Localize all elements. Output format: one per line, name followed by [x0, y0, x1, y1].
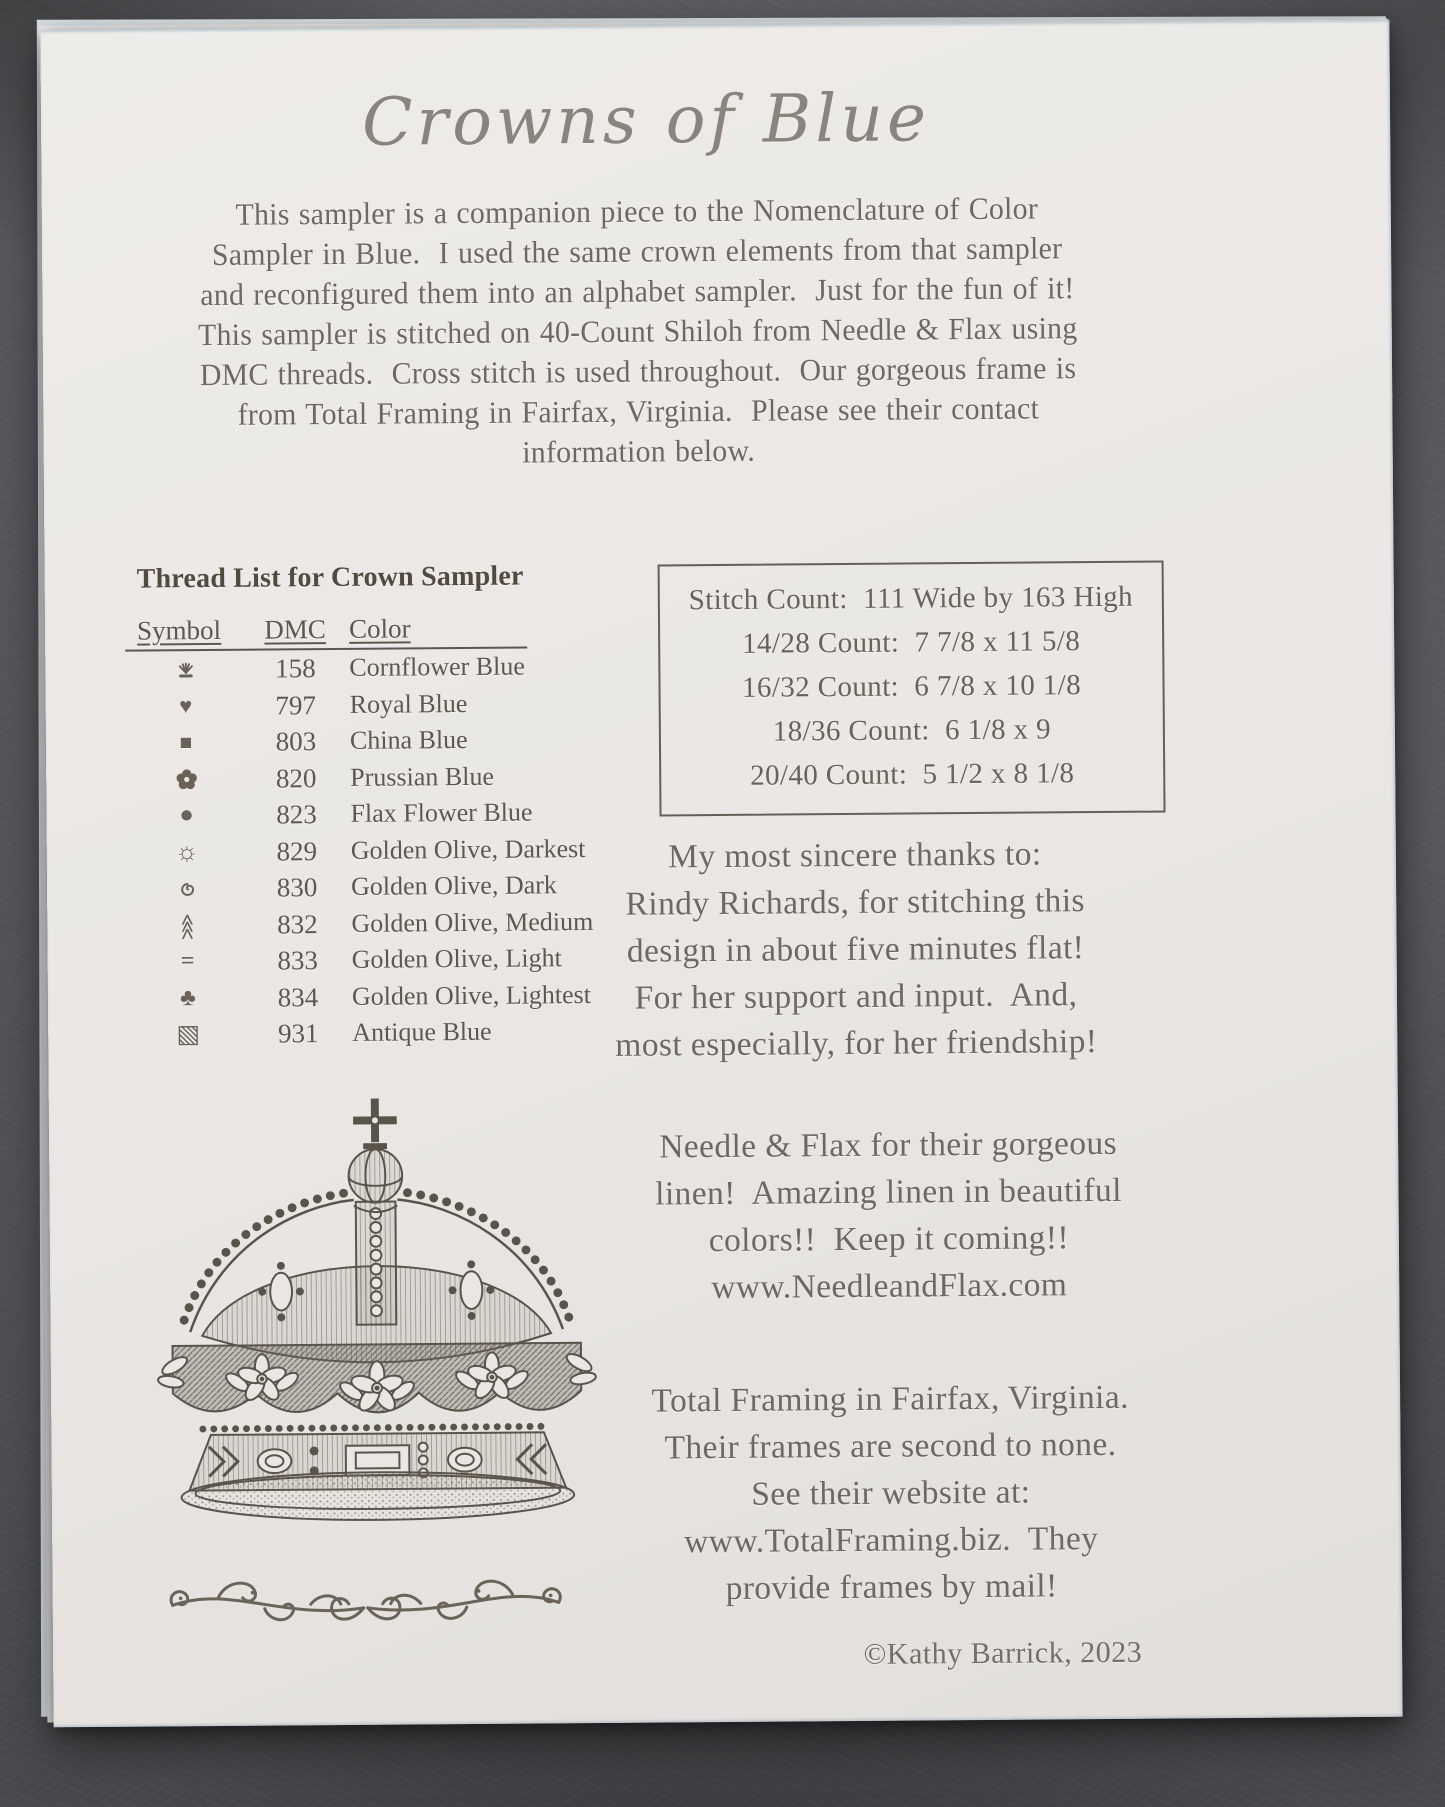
- stitch-count-line: 14/28 Count: 7 7/8 x 11 5/8: [742, 625, 1081, 660]
- table-row: [128, 1013, 600, 1053]
- thread-list-table: [125, 612, 600, 1053]
- table-row: [127, 903, 599, 943]
- stitch-count-line: 18/36 Count: 6 1/8 x 9: [772, 713, 1052, 748]
- total-framing-line: Total Framing in Fairfax, Virginia.: [651, 1378, 1129, 1420]
- filled-square-icon: ■: [179, 729, 193, 755]
- thread-color-name: Cornflower Blue: [349, 651, 525, 682]
- stitch-count-box: [658, 561, 1166, 817]
- stitch-count-line: 20/40 Count: 5 1/2 x 8 1/8: [750, 757, 1075, 792]
- thread-color-name: China Blue: [349, 724, 468, 755]
- page-content: [93, 55, 1192, 1713]
- stitch-count-line: 16/32 Count: 6 7/8 x 10 1/8: [741, 669, 1082, 704]
- intro-line: and reconfigured them into an alphabet sampler. Just for the fun of it!: [200, 270, 1075, 313]
- table-header-row: [125, 613, 527, 652]
- dmc-number: 832: [277, 908, 318, 939]
- crown-illustration: [149, 1092, 604, 1526]
- total-framing-url: www.TotalFraming.biz. They: [684, 1520, 1099, 1561]
- thanks-line: Rindy Richards, for stitching this: [625, 882, 1086, 923]
- total-framing-line: provide frames by mail!: [725, 1567, 1058, 1607]
- heart-icon: ♥: [179, 692, 193, 719]
- table-row: [127, 830, 599, 870]
- triple-chevron-up-icon: ⋘: [176, 912, 199, 941]
- intro-line: DMC threads. Cross stitch is used throughout. Our gorgeous frame is: [199, 350, 1077, 393]
- spiral-icon: [127, 877, 247, 900]
- thread-color-name: Antique Blue: [352, 1016, 492, 1047]
- thread-color-name: Prussian Blue: [350, 761, 495, 792]
- thanks-line: My most sincere thanks to:: [668, 835, 1042, 876]
- needle-flax-line: colors!! Keep it coming!!: [708, 1219, 1070, 1260]
- intro-line: Sampler in Blue. I used the same crown elements from that sampler: [211, 230, 1063, 272]
- equals-icon: =: [180, 948, 195, 975]
- table-row: [128, 940, 600, 980]
- intro-line: This sampler is a companion piece to the Nomenclature of Color: [235, 190, 1039, 232]
- thanks-paragraph: [545, 830, 1167, 1070]
- thread-color-name: Royal Blue: [349, 688, 468, 719]
- rays-over-bar-icon: [125, 657, 245, 681]
- intro-paragraph: [115, 188, 1160, 476]
- thanks-line: design in about five minutes flat!: [626, 929, 1085, 970]
- table-row: [126, 684, 598, 724]
- stitch-count-line: Stitch Count: 111 Wide by 163 High: [688, 580, 1134, 617]
- needle-flax-line: linen! Amazing linen in beautiful: [655, 1171, 1122, 1213]
- dmc-number: 931: [277, 1018, 319, 1049]
- intro-line: from Total Framing in Fairfax, Virginia. Please see their contact: [237, 390, 1040, 432]
- scroll-flourish-ornament: [160, 1566, 570, 1633]
- dmc-number: 829: [276, 835, 318, 866]
- thread-color-name: Golden Olive, Dark: [350, 870, 557, 901]
- needle-flax-line: Needle & Flax for their gorgeous: [659, 1124, 1118, 1166]
- hatched-square-icon: ▧: [176, 1020, 201, 1049]
- thread-color-name: Flax Flower Blue: [350, 797, 533, 828]
- thread-color-name: Golden Olive, Lightest: [351, 979, 592, 1011]
- thread-list-heading: Thread List for Crown Sampler: [136, 560, 524, 595]
- dmc-number: 797: [275, 689, 317, 720]
- thanks-line: For her support and input. And,: [634, 976, 1078, 1017]
- table-row: [127, 867, 599, 907]
- column-header-symbol: Symbol: [136, 614, 222, 646]
- total-framing-line: Their frames are second to none.: [664, 1425, 1117, 1467]
- page-title: Crowns of Blue: [361, 79, 931, 161]
- dmc-number: 803: [275, 726, 317, 757]
- column-header-color: Color: [348, 613, 411, 644]
- intro-line: information below.: [522, 432, 756, 470]
- thread-color-name: Golden Olive, Light: [351, 943, 562, 974]
- table-row: [125, 648, 597, 688]
- dmc-number: 834: [277, 981, 319, 1012]
- dmc-number: 833: [277, 945, 319, 976]
- copyright-notice: ©Kathy Barrick, 2023: [863, 1635, 1143, 1671]
- table-row: [128, 976, 600, 1016]
- column-header-dmc: DMC: [264, 614, 326, 645]
- table-row: [126, 794, 598, 834]
- total-framing-line: See their website at:: [751, 1473, 1031, 1513]
- dmc-number: 820: [275, 762, 317, 793]
- club-icon: ♣: [179, 984, 196, 1012]
- table-row: [126, 757, 598, 797]
- table-row: [126, 721, 598, 761]
- needle-flax-paragraph: [588, 1119, 1189, 1312]
- flower-icon: [126, 767, 246, 791]
- thread-color-name: Golden Olive, Medium: [351, 906, 594, 938]
- pattern-sheet: [40, 20, 1402, 1728]
- thread-color-name: Golden Olive, Darkest: [350, 833, 586, 865]
- intro-line: This sampler is stitched on 40-Count Shiloh from Needle & Flax using: [197, 310, 1078, 353]
- total-framing-paragraph: [590, 1373, 1192, 1613]
- dmc-number: 830: [276, 872, 318, 903]
- dmc-number: 158: [275, 653, 316, 684]
- filled-circle-icon: ●: [179, 802, 194, 829]
- dmc-number: 823: [276, 799, 317, 830]
- needle-flax-url: www.NeedleandFlax.com: [711, 1266, 1068, 1307]
- sun-icon: ☼: [174, 836, 199, 867]
- thanks-line: most especially, for her friendship!: [615, 1023, 1098, 1064]
